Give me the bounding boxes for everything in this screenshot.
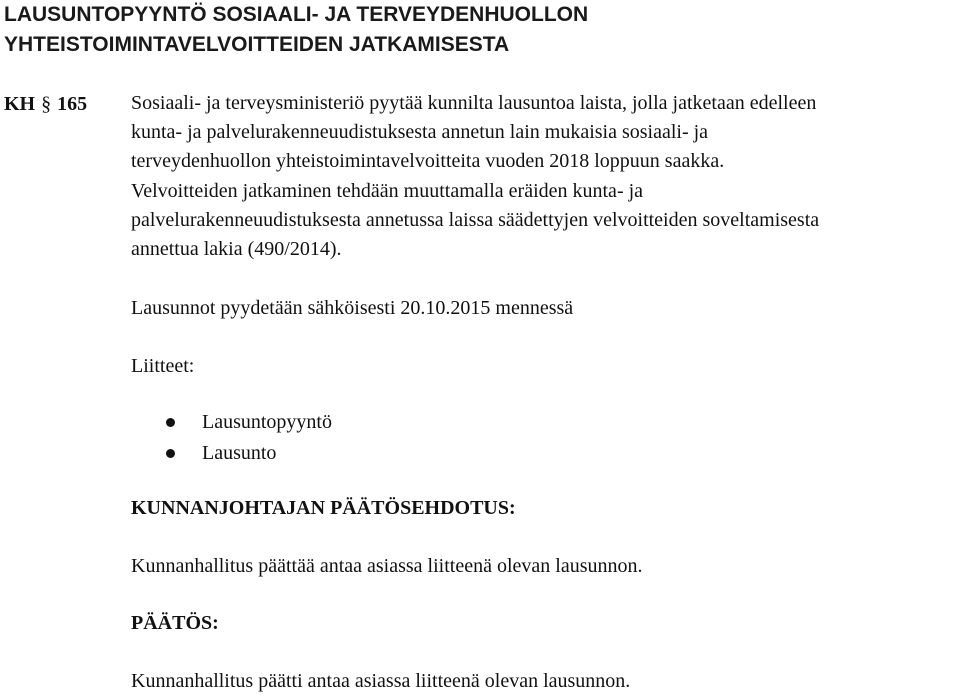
body-line: annettua lakia (490/2014). (131, 238, 342, 261)
document-title-line: YHTEISTOIMINTAVELVOITTEIDEN JATKAMISESTA (4, 33, 510, 56)
proposal-text: Kunnanhallitus päättää antaa asiassa liitteenä olevan lausunnon. (131, 555, 643, 577)
body-line: Velvoitteiden jatkaminen tehdään muuttamalla eräiden kunta- ja (131, 179, 644, 202)
decision-text: Kunnanhallitus päätti antaa asiassa liitteenä olevan lausunnon. (131, 670, 631, 692)
body-content (131, 89, 957, 264)
document-title (4, 0, 588, 60)
proposal-heading: KUNNANJOHTAJAN PÄÄTÖSEHDOTUS: (131, 497, 516, 519)
decision-heading: PÄÄTÖS: (131, 612, 219, 634)
document-title-line: LAUSUNTOPYYNTÖ SOSIAALI- JA TERVEYDENHUOLLON (4, 3, 589, 26)
body-paragraph (131, 89, 957, 264)
section-identifier (4, 89, 87, 119)
bullet-icon (166, 449, 175, 458)
deadline-text: Lausunnot pyydetään sähköisesti 20.10.2015 mennessä (131, 297, 574, 319)
attachment-label: Lausuntopyyntö (202, 411, 332, 433)
section-sign: § (41, 93, 52, 115)
attachment-item (160, 407, 332, 438)
attachments-label: Liitteet: (131, 355, 195, 377)
body-line: palvelurakenneuudistuksesta annetussa laissa säädettyjen velvoitteiden soveltamisesta (131, 208, 820, 231)
attachments-list (160, 407, 332, 469)
body-line: terveydenhuollon yhteistoimintavelvoitteita vuoden 2018 loppuun saakka. (131, 150, 725, 173)
bullet-icon (166, 418, 175, 427)
body-line: Sosiaali- ja terveysministeriö pyytää kunnilta lausuntoa laista, jolla jatketaan edelleen (131, 92, 817, 114)
attachment-item (160, 438, 332, 469)
attachment-label: Lausunto (202, 442, 277, 464)
section-prefix: KH (4, 93, 36, 115)
section-number: 165 (57, 93, 88, 115)
body-line: kunta- ja palvelurakenneuudistuksesta annetun lain mukaisia sosiaali- ja (131, 121, 709, 144)
